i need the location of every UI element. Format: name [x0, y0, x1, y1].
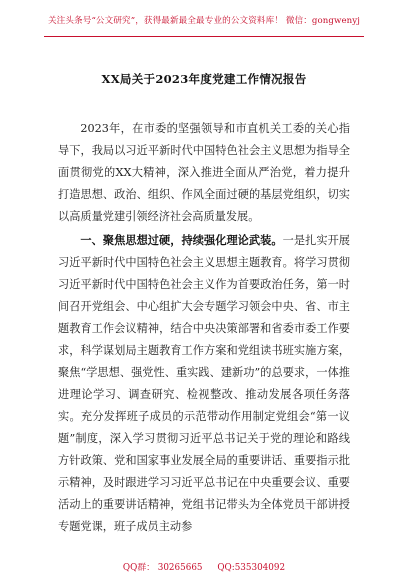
- header-divider: [44, 36, 364, 37]
- footer-qq-group: QQ群： 30265665: [122, 563, 203, 573]
- section-1-heading: 一、聚焦思想过硬，持续强化理论武装。: [80, 233, 283, 247]
- document-body: [58, 118, 350, 538]
- document-title: XX局关于2023年度党建工作情况报告: [101, 72, 307, 86]
- footer-contact: [0, 560, 408, 573]
- footer-qq-number: QQ:535304092: [217, 563, 286, 573]
- section-1-paragraph: [58, 229, 350, 538]
- section-1-text: 一是扎实开展习近平新时代中国特色社会主义思想主题教育。将学习贯彻习近平新时代中国特色社会主义作为首要政治任务，第一时间召开党组会、中心组扩大会专题学习领会中央、省、市主题教育工作会议精神，结合中央决策部署和省委市委工作要求，科学谋划局主题教育工作方案和党组读书班实施方案，聚焦“学思想、强党性、重实践、建新功”的总要求，一体推进理论学习、调查研究、检视整改、推动发展各项任务落实。充分发挥班子成员的示范带动作用制定党组会“第一议题”制度，深入学习贯彻习近平总书记关于党的理论和路线方针政策、党和国家事业发展全局的重要讲话、重要指示批示精神，及时跟进学习习近平总书记在中央重要会议、重要活动上的重要讲话精神，党组书记带头为全体党员干部讲授专题党课，班子成员主动参: [58, 234, 350, 533]
- header-banner: 关注头条号“公文研究”，获得最新最全最专业的公文资料库！ 微信：gongwenyj: [47, 16, 361, 26]
- intro-paragraph: 2023年，在市委的坚强领导和市直机关工委的关心指导下，我局以习近平新时代中国特色社会主义思想为指导全面贯彻党的XX大精神，深入推进全面从严治党，着力提升打造思想、政治、组织、作风全面过硬的基层党组织，切实以高质量党建引领经济社会高质量发展。: [58, 122, 350, 223]
